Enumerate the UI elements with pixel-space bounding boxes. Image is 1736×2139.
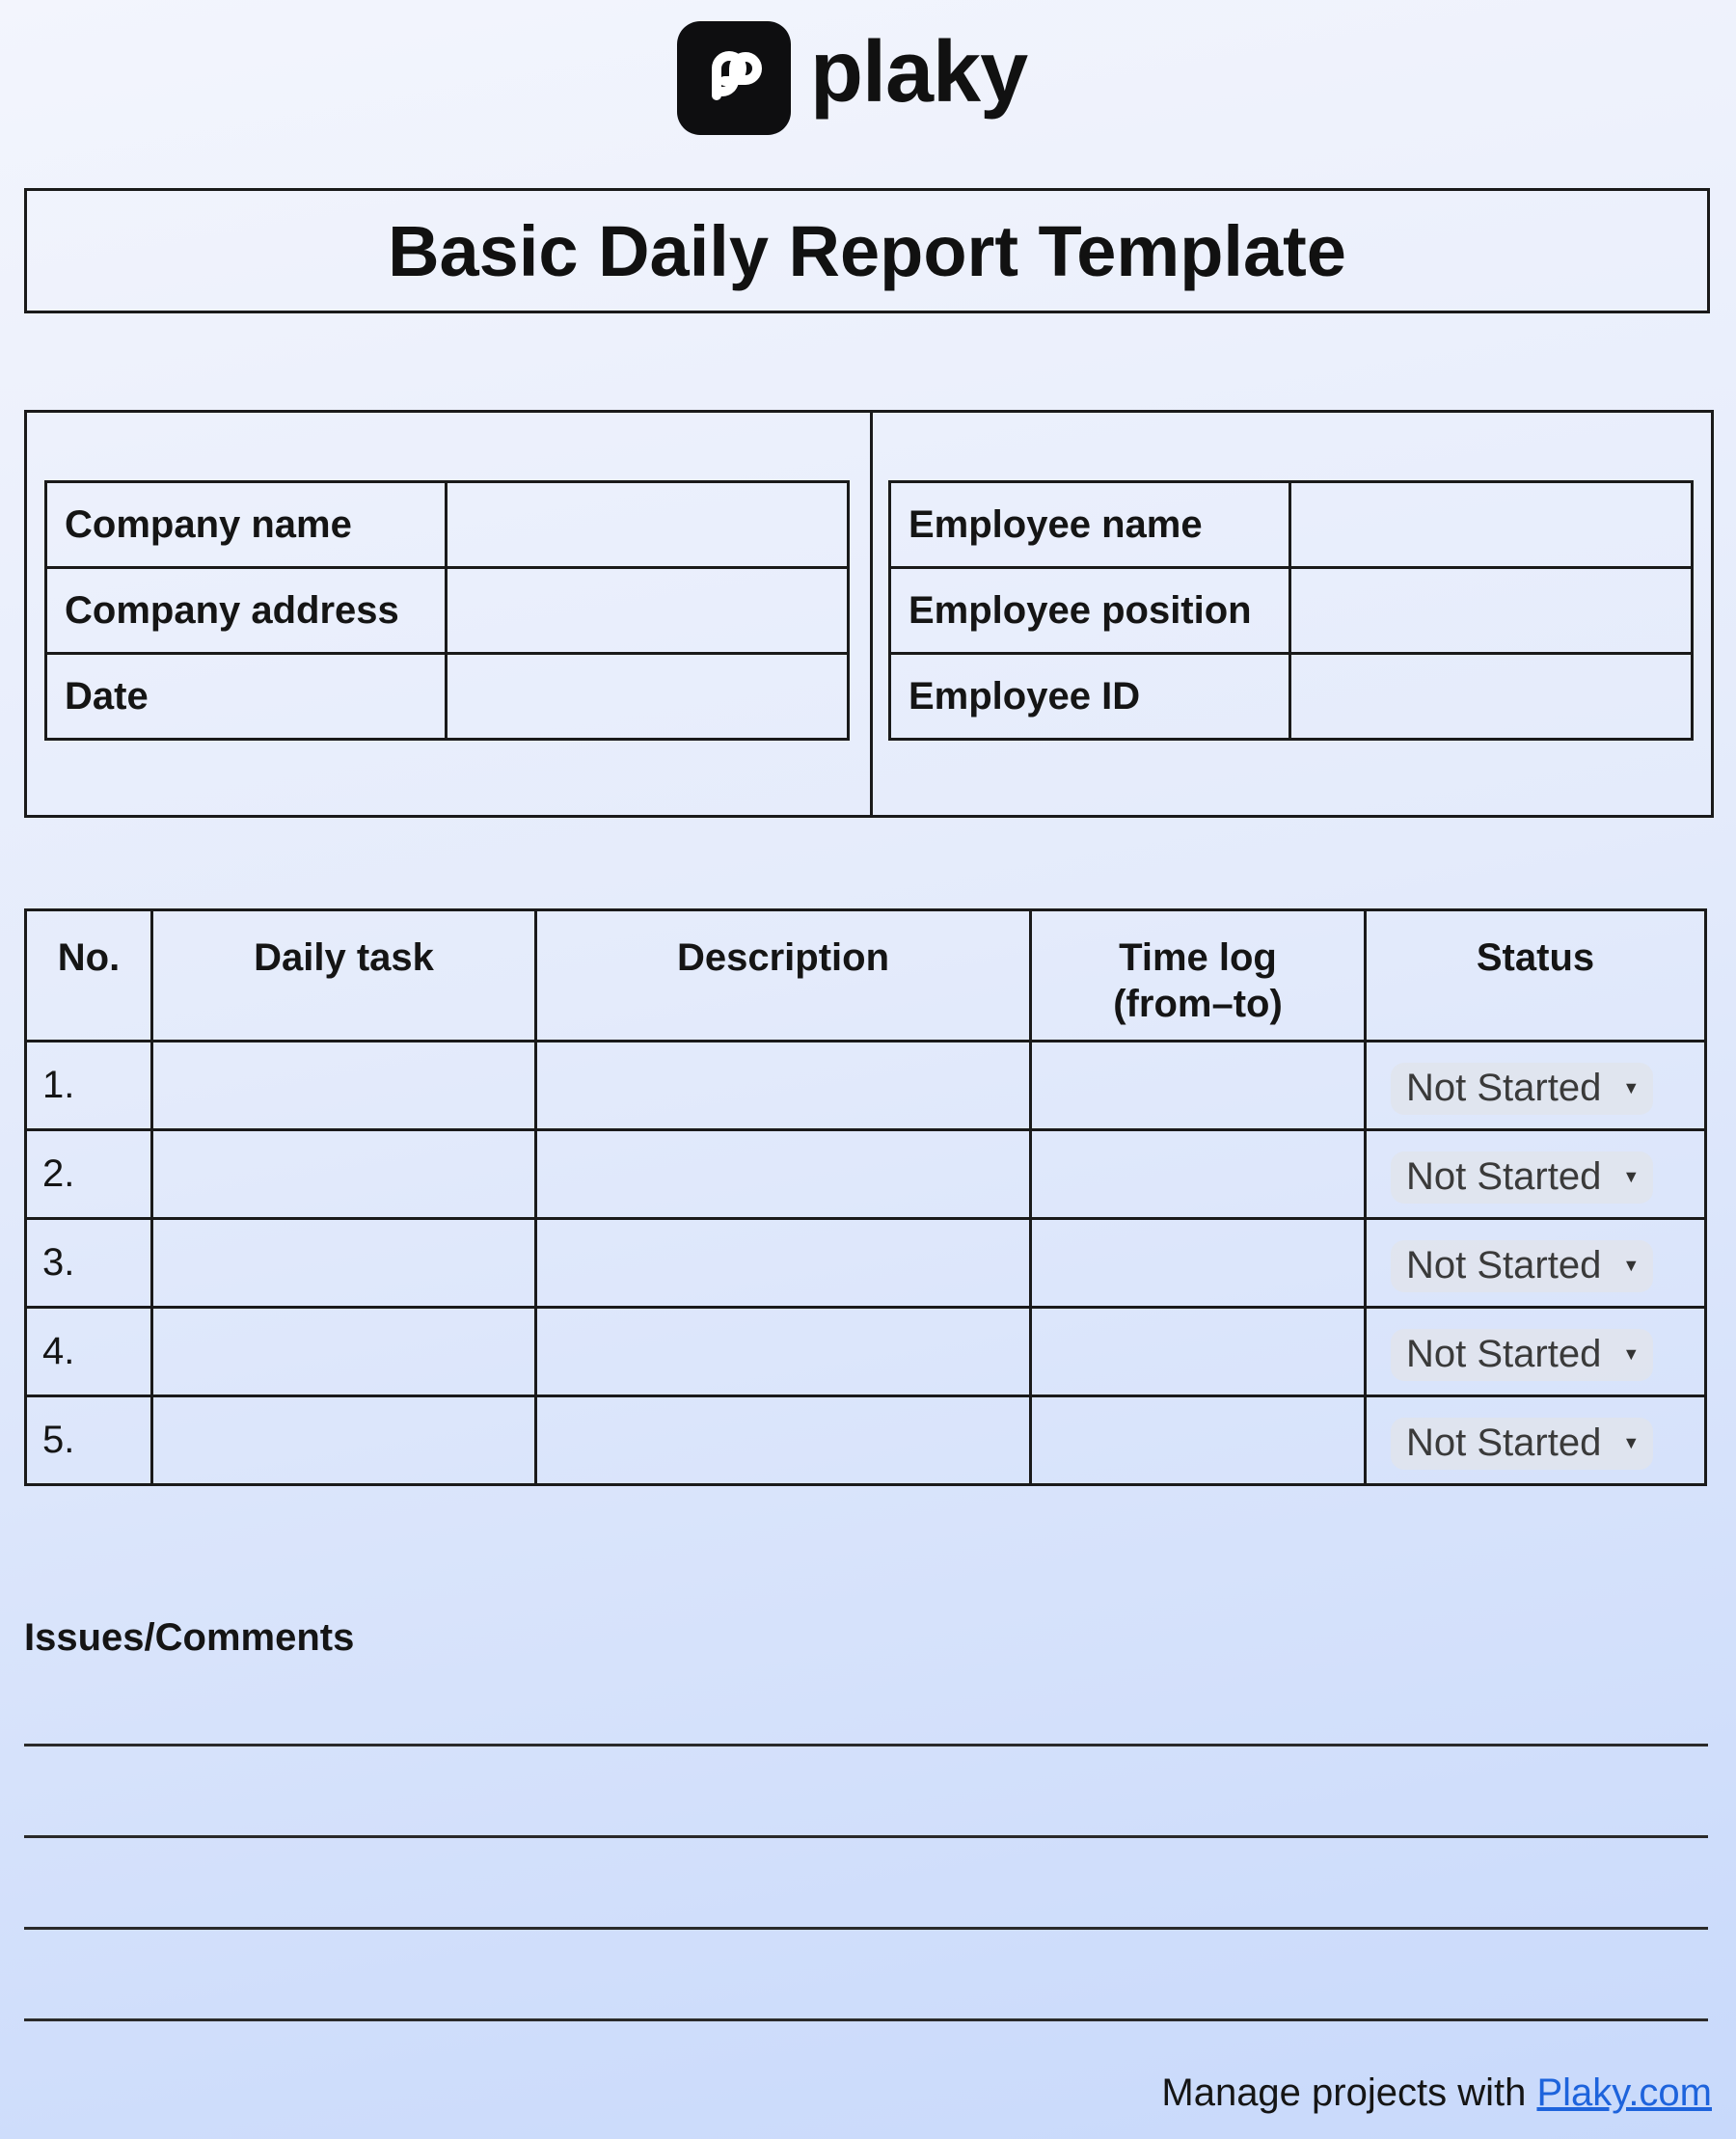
status-value: Not Started xyxy=(1406,1155,1602,1198)
status-dropdown[interactable] xyxy=(1391,1151,1653,1204)
header-daily-task: Daily task xyxy=(152,910,536,1042)
employee-name-label: Employee name xyxy=(890,482,1290,568)
description-cell[interactable] xyxy=(536,1396,1031,1485)
status-dropdown[interactable] xyxy=(1391,1418,1653,1470)
status-cell xyxy=(1366,1130,1706,1219)
footer-text: Manage projects with xyxy=(1161,2071,1537,2114)
header-time-log xyxy=(1031,910,1366,1042)
comment-line[interactable] xyxy=(24,1835,1708,1838)
daily-task-cell[interactable] xyxy=(152,1308,536,1396)
header-status: Status xyxy=(1366,910,1706,1042)
info-panel xyxy=(24,410,1714,818)
caret-down-icon: ▼ xyxy=(1622,1167,1641,1186)
page-title: Basic Daily Report Template xyxy=(388,210,1346,291)
row-number: 5. xyxy=(26,1396,152,1485)
status-dropdown[interactable] xyxy=(1391,1329,1653,1381)
info-panel-divider xyxy=(870,413,873,815)
employee-id-field[interactable] xyxy=(1290,654,1693,740)
daily-task-cell[interactable] xyxy=(152,1042,536,1130)
time-log-cell[interactable] xyxy=(1031,1308,1366,1396)
table-row xyxy=(26,1130,1706,1219)
daily-task-cell[interactable] xyxy=(152,1396,536,1485)
company-name-field[interactable] xyxy=(447,482,849,568)
table-header-row xyxy=(26,910,1706,1042)
time-log-cell[interactable] xyxy=(1031,1219,1366,1308)
status-value: Not Started xyxy=(1406,1244,1602,1286)
status-cell xyxy=(1366,1396,1706,1485)
daily-task-table xyxy=(24,908,1707,1486)
caret-down-icon: ▼ xyxy=(1622,1256,1641,1275)
company-address-field[interactable] xyxy=(447,568,849,654)
row-number: 3. xyxy=(26,1219,152,1308)
company-name-label: Company name xyxy=(46,482,447,568)
table-row xyxy=(890,654,1693,740)
status-cell xyxy=(1366,1219,1706,1308)
date-label: Date xyxy=(46,654,447,740)
header-no: No. xyxy=(26,910,152,1042)
employee-position-label: Employee position xyxy=(890,568,1290,654)
table-row xyxy=(46,568,849,654)
comment-line[interactable] xyxy=(24,1744,1708,1746)
status-dropdown[interactable] xyxy=(1391,1240,1653,1292)
date-field[interactable] xyxy=(447,654,849,740)
status-value: Not Started xyxy=(1406,1421,1602,1464)
table-row xyxy=(26,1308,1706,1396)
company-address-label: Company address xyxy=(46,568,447,654)
brand-logo xyxy=(677,19,1027,137)
table-row xyxy=(26,1396,1706,1485)
caret-down-icon: ▼ xyxy=(1622,1078,1641,1097)
table-row xyxy=(46,654,849,740)
description-cell[interactable] xyxy=(536,1308,1031,1396)
footer xyxy=(1161,2071,1712,2115)
comments-label: Issues/Comments xyxy=(24,1616,355,1659)
employee-name-field[interactable] xyxy=(1290,482,1693,568)
status-cell xyxy=(1366,1308,1706,1396)
description-cell[interactable] xyxy=(536,1042,1031,1130)
status-value: Not Started xyxy=(1406,1333,1602,1375)
title-box xyxy=(24,188,1710,313)
time-log-cell[interactable] xyxy=(1031,1396,1366,1485)
status-cell xyxy=(1366,1042,1706,1130)
comment-line[interactable] xyxy=(24,1927,1708,1930)
table-row xyxy=(46,482,849,568)
description-cell[interactable] xyxy=(536,1219,1031,1308)
employee-position-field[interactable] xyxy=(1290,568,1693,654)
row-number: 1. xyxy=(26,1042,152,1130)
description-cell[interactable] xyxy=(536,1130,1031,1219)
time-log-cell[interactable] xyxy=(1031,1130,1366,1219)
brand-name: plaky xyxy=(810,24,1028,121)
table-row xyxy=(26,1042,1706,1130)
plaky-logo-icon xyxy=(677,21,791,135)
table-row xyxy=(26,1219,1706,1308)
header-description: Description xyxy=(536,910,1031,1042)
table-row xyxy=(890,482,1693,568)
footer-link[interactable]: Plaky.com xyxy=(1536,2071,1712,2114)
comment-line[interactable] xyxy=(24,2018,1708,2021)
row-number: 4. xyxy=(26,1308,152,1396)
company-info-table xyxy=(44,480,850,741)
employee-info-table xyxy=(888,480,1694,741)
status-value: Not Started xyxy=(1406,1067,1602,1109)
header-time-log-line2: (from–to) xyxy=(1113,983,1283,1025)
daily-task-cell[interactable] xyxy=(152,1219,536,1308)
caret-down-icon: ▼ xyxy=(1622,1433,1641,1452)
caret-down-icon: ▼ xyxy=(1622,1344,1641,1364)
employee-id-label: Employee ID xyxy=(890,654,1290,740)
status-dropdown[interactable] xyxy=(1391,1063,1653,1115)
daily-task-cell[interactable] xyxy=(152,1130,536,1219)
time-log-cell[interactable] xyxy=(1031,1042,1366,1130)
row-number: 2. xyxy=(26,1130,152,1219)
header-time-log-line1: Time log xyxy=(1119,936,1277,979)
table-row xyxy=(890,568,1693,654)
